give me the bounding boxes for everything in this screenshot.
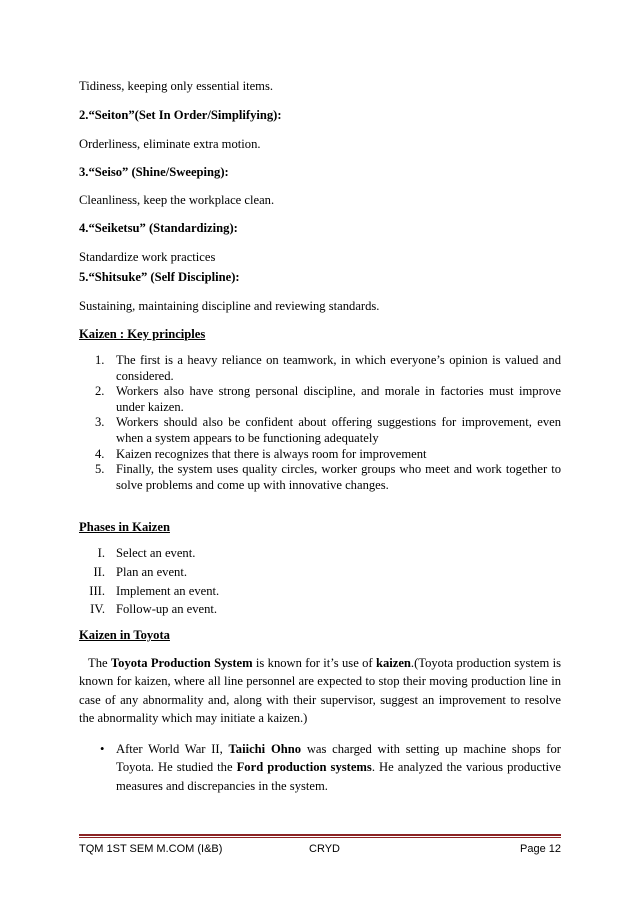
seiso-heading: 3.“Seiso” (Shine/Sweeping): bbox=[79, 165, 229, 179]
list-item: 5. Finally, the system uses quality circles, worker groups who meet and work together to solve problems and come up with innovative changes. bbox=[95, 462, 561, 492]
seiketsu-text: Standardize work practices bbox=[79, 250, 216, 264]
shitsuke-text: Sustaining, maintaining discipline and reviewing standards. bbox=[79, 299, 380, 313]
list-item: 2. Workers also have strong personal discipline, and morale in factories must improve under kaizen. bbox=[95, 384, 561, 414]
ohno-bullet: • After World War II, Taiichi Ohno was charged with setting up machine shops for Toyota. He studied the Ford production systems. He analyzed the various productive measures and discrepancies in the system. bbox=[100, 742, 561, 793]
list-item: 1. The first is a heavy reliance on teamwork, in which everyone’s opinion is valued and considered. bbox=[95, 353, 561, 383]
toyota-heading: Kaizen in Toyota bbox=[79, 628, 170, 642]
toyota-paragraph: The Toyota Production System is known for it’s use of kaizen.(Toyota production system is known for kaizen, where all line personnel are expected to stop their moving production line in case of any abnormality and, along with their supervisor, suggest an improvement to resolve the abnormality which may initiate a kaizen.) bbox=[79, 656, 561, 726]
seiso-text: Cleanliness, keep the workplace clean. bbox=[79, 193, 275, 207]
footer-divider-thin bbox=[79, 837, 561, 838]
page-number: Page 12 bbox=[520, 843, 561, 855]
phases-heading: Phases in Kaizen bbox=[79, 520, 170, 534]
shitsuke-heading: 5.“Shitsuke” (Self Discipline): bbox=[79, 270, 240, 284]
document-page: Tidiness, keeping only essential items. 2.“Seiton”(Set In Order/Simplifying): Orderliness, eliminate extra motion. 3.“Seiso” (Shine/Sweeping): Cleanliness, keep the workplace clean. 4.“Seiketsu” (Standardizing): Standardize work practices 5.“Shitsuke” (Self Discipline): Sustaining, maintaining discipline and reviewing standards. Kaizen : Key principles 1. The first is a heavy reliance on teamwork, in which everyone’s opinion is valued and considered. 2. Workers also have strong personal discipline, and morale in factories must improve under kaizen. 3. Workers should also be confident about offering suggestions for improvement, even when a system appears to be functioning adequately 4. Kaizen recognizes that there is always room for improvement 5. Finally, the system uses quality circles, worker groups who meet and work together to solve problems and come up with innovative changes. Phases in Kaizen I. Select an event. II. Plan an event. III. Implement an event. IV. Follow-up an event. Kaizen in Toyota The Toyota Production System is known for it’s use of kaizen.(Toyota production system is known for kaizen, where all line personnel are expected to stop their moving production line in case of any abnormality and, along with their supervisor, suggest an improvement to resolve the abnormality which may initiate a kaizen.) • After World War II, Taiichi Ohno was charged with setting up machine shops for Toyota. He studied the Ford production systems. He analyzed the various productive measures and discrepancies in the system. TQM 1ST SEM M.COM (I&B) CRYD Page 12 bbox=[79, 79, 561, 855]
tidiness-text: Tidiness, keeping only essential items. bbox=[79, 79, 274, 93]
key-principles-list bbox=[79, 353, 561, 493]
footer-course: TQM 1ST SEM M.COM (I&B) bbox=[79, 843, 223, 855]
list-item: 4. Kaizen recognizes that there is always room for improvement bbox=[95, 446, 427, 461]
seiton-heading: 2.“Seiton”(Set In Order/Simplifying): bbox=[79, 108, 282, 122]
bullet-dot-icon: • bbox=[100, 742, 105, 756]
list-item: 3. Workers should also be confident about offering suggestions for improvement, even when a system appears to be functioning adequately bbox=[95, 415, 561, 445]
seiton-text: Orderliness, eliminate extra motion. bbox=[79, 137, 261, 151]
key-principles-heading: Kaizen : Key principles bbox=[79, 327, 206, 341]
footer-author: CRYD bbox=[309, 843, 340, 855]
footer-divider bbox=[79, 834, 561, 836]
seiketsu-heading: 4.“Seiketsu” (Standardizing): bbox=[79, 221, 238, 235]
